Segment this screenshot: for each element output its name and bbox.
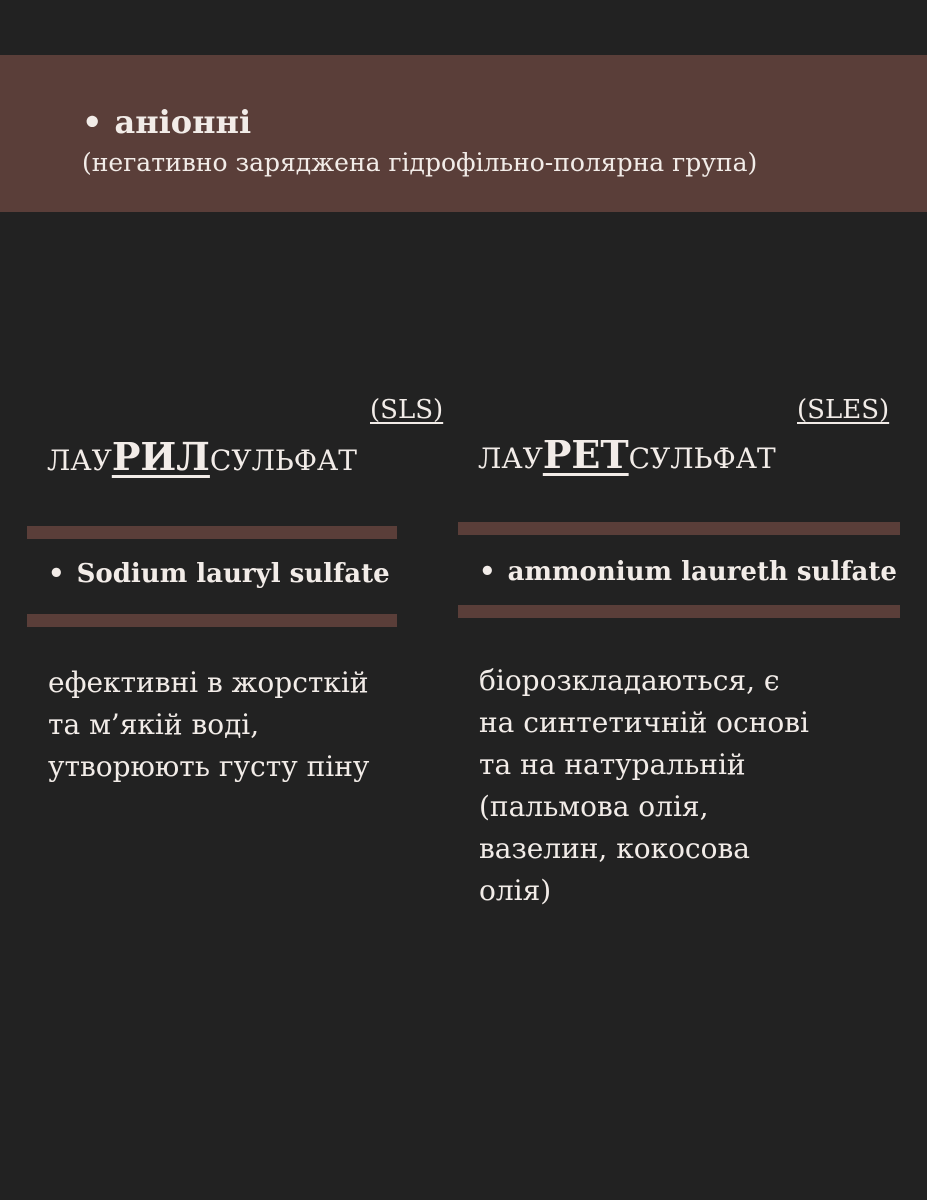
bullet-icon: • [82, 103, 103, 141]
heading-suffix: СУЛЬФАТ [209, 444, 357, 477]
description-line: біорозкладаються, є [479, 664, 780, 697]
bullet-icon: • [479, 557, 496, 587]
description-line: олія) [479, 874, 552, 907]
category-subtitle: (негативно заряджена гідрофільно-полярна група) [82, 148, 758, 177]
description-line: на синтетичній основі [479, 706, 809, 739]
divider-bar-top [27, 526, 397, 539]
divider-bar-bottom [458, 605, 900, 618]
sles-abbreviation: (SLES) [797, 395, 890, 425]
description-line: та на натуральній [479, 748, 746, 781]
laureth-sulfate-heading [478, 433, 776, 481]
description-line: вазелин, кокосова [479, 832, 750, 865]
heading-prefix: ЛАУ [47, 444, 112, 477]
heading-emphasis: РЕТ [542, 432, 629, 477]
description-line: (пальмова олія, [479, 790, 709, 823]
heading-prefix: ЛАУ [478, 442, 543, 475]
heading-suffix: СУЛЬФАТ [628, 442, 776, 475]
description-line: ефективні в жорсткій [48, 666, 369, 699]
sles-description [479, 660, 809, 912]
description-line: та м’якій воді, [48, 708, 260, 741]
sls-description [48, 662, 369, 788]
lauryl-sulfate-heading [47, 435, 357, 483]
sls-item-text: Sodium lauryl sulfate [76, 559, 390, 589]
category-title [82, 102, 251, 142]
category-title-text: аніонні [114, 103, 252, 141]
heading-emphasis: РИЛ [111, 434, 210, 479]
sls-abbreviation: (SLS) [370, 395, 444, 425]
description-line: утворюють густу піну [48, 750, 370, 783]
divider-bar-top [458, 522, 900, 535]
sles-item-text: ammonium laureth sulfate [507, 557, 897, 587]
divider-bar-bottom [27, 614, 397, 627]
sls-item [48, 556, 390, 592]
bullet-icon: • [48, 559, 65, 589]
sles-item [479, 554, 897, 590]
